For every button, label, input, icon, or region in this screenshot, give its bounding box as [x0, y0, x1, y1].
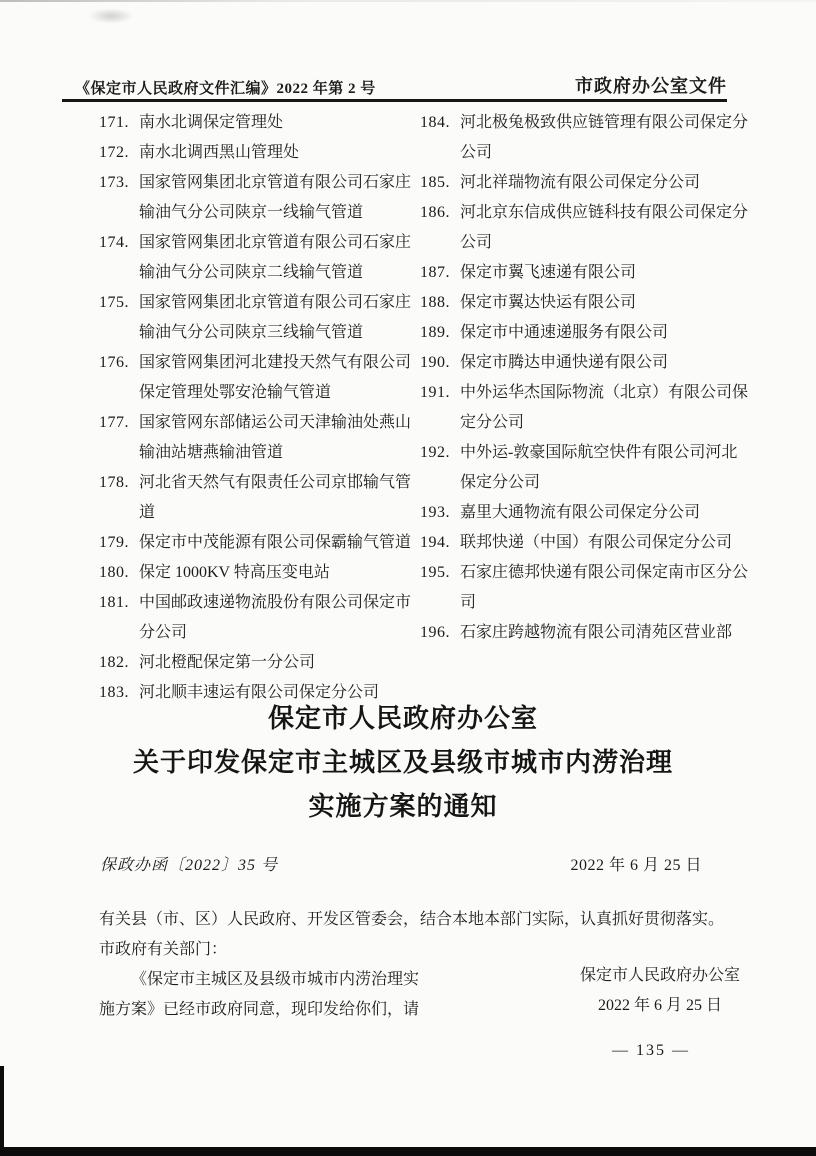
list-item-number: 175.: [99, 294, 129, 311]
list-item-text: 保定市中通速递服务有限公司: [460, 324, 669, 341]
scan-bottom-left-edge: [0, 1066, 4, 1156]
notice-body: [99, 905, 776, 1025]
list-item: [420, 378, 776, 438]
list-item: [99, 588, 420, 648]
list-item-text: 河北祥瑞物流有限公司保定分公司: [460, 174, 701, 191]
scan-top-edge: [0, 0, 816, 2]
header-section-label: 市政府办公室文件: [575, 76, 727, 96]
list-item-number: 176.: [99, 354, 129, 371]
list-item-number: 188.: [420, 294, 450, 311]
list-item: [420, 258, 776, 288]
list-item-number: 179.: [99, 534, 129, 551]
list-item-number: 172.: [99, 144, 129, 161]
list-item-text: 河北极兔极致供应链管理有限公司保定分公司: [460, 114, 749, 161]
list-item: [99, 108, 420, 138]
list-item-number: 193.: [420, 504, 450, 521]
page-number: — 135 —: [612, 1042, 690, 1059]
scan-right-edge: [810, 0, 812, 1156]
list-item-number: 186.: [420, 204, 450, 221]
list-item: [420, 618, 776, 648]
list-item-text: 河北顺丰速运有限公司保定分公司: [139, 684, 380, 701]
notice-title-line: 关于印发保定市主城区及县级市城市内涝治理: [132, 747, 673, 777]
list-item-number: 191.: [420, 384, 450, 401]
body-column-right: [420, 905, 776, 1025]
header-compilation-title: 《保定市人民政府文件汇编》2022 年第 2 号: [75, 81, 376, 97]
notice-title-line: 实施方案的通知: [308, 791, 498, 821]
list-item-text: 国家管网集团北京管道有限公司石家庄输油气分公司陕京三线输气管道: [139, 294, 412, 341]
list-item: [420, 198, 776, 258]
list-item-text: 保定市中茂能源有限公司保霸输气管道: [139, 534, 412, 551]
list-item: [99, 558, 420, 588]
scan-bottom-edge: [0, 1147, 816, 1156]
list-item-number: 173.: [99, 174, 129, 191]
list-item: [420, 288, 776, 318]
list-item-text: 国家管网集团北京管道有限公司石家庄输油气分公司陕京一线输气管道: [139, 174, 412, 221]
list-item-text: 国家管网集团河北建投天然气有限公司保定管理处鄂安沧输气管道: [139, 354, 412, 401]
list-item-text: 保定市腾达申通快递有限公司: [460, 354, 669, 371]
list-item-number: 185.: [420, 174, 450, 191]
list-item-text: 石家庄跨越物流有限公司清苑区营业部: [460, 624, 733, 641]
list-item-number: 171.: [99, 114, 129, 131]
list-item-text: 国家管网集团北京管道有限公司石家庄输油气分公司陕京二线输气管道: [139, 234, 412, 281]
body-left-paragraph: 《保定市主城区及县级市城市内涝治理实施方案》已经市政府同意，现印发给你们，请: [99, 971, 420, 1018]
list-item-number: 196.: [420, 624, 450, 641]
list-item-number: 187.: [420, 264, 450, 281]
list-item-number: 195.: [420, 564, 450, 581]
doc-date: 2022 年 6 月 25 日: [570, 857, 702, 874]
signature-block: [560, 961, 760, 1021]
list-item-number: 190.: [420, 354, 450, 371]
page-header: [75, 72, 727, 98]
list-item: [99, 168, 420, 228]
list-item-text: 中国邮政速递物流股份有限公司保定市分公司: [139, 594, 412, 641]
signature-date: 2022 年 6 月 25 日: [597, 997, 722, 1014]
scan-smudge: [88, 8, 134, 24]
list-item: [420, 108, 776, 168]
list-item-text: 南水北调保定管理处: [139, 114, 284, 131]
list-item: [99, 138, 420, 168]
list-item-number: 177.: [99, 414, 129, 431]
list-item: [420, 438, 776, 498]
list-item-number: 189.: [420, 324, 450, 341]
list-item-text: 南水北调西黑山管理处: [139, 144, 300, 161]
list-item-number: 184.: [420, 114, 450, 131]
list-item: [420, 318, 776, 348]
list-item: [99, 348, 420, 408]
numbered-list: [99, 108, 776, 708]
list-item-text: 保定市翼达快运有限公司: [460, 294, 637, 311]
list-item-number: 192.: [420, 444, 450, 461]
list-item: [99, 288, 420, 348]
signature-org: 保定市人民政府办公室: [579, 967, 740, 984]
body-right-paragraph: 结合本地本部门实际，认真抓好贯彻落实。: [420, 911, 725, 928]
doc-number-row: [100, 852, 740, 875]
list-item: [99, 528, 420, 558]
notice-title-line: 保定市人民政府办公室: [267, 703, 538, 733]
list-item: [420, 528, 776, 558]
list-item-number: 180.: [99, 564, 129, 581]
header-rule: [62, 99, 727, 102]
list-item-text: 中外运华杰国际物流（北京）有限公司保定分公司: [460, 384, 749, 431]
body-column-left: [99, 905, 420, 1025]
list-item-text: 联邦快递（中国）有限公司保定分公司: [460, 534, 733, 551]
list-item-text: 国家管网东部储运公司天津输油处燕山输油站塘燕输油管道: [139, 414, 412, 461]
list-item: [420, 558, 776, 618]
list-item-text: 保定 1000KV 特高压变电站: [139, 564, 330, 581]
list-item: [99, 228, 420, 288]
list-item: [99, 648, 420, 678]
list-item-text: 河北京东信成供应链科技有限公司保定分公司: [460, 204, 749, 251]
notice-title: [0, 696, 806, 828]
list-item-text: 保定市翼飞速递有限公司: [460, 264, 637, 281]
list-column-right: [420, 108, 776, 708]
list-item-text: 嘉里大通物流有限公司保定分公司: [460, 504, 701, 521]
list-item-number: 174.: [99, 234, 129, 251]
list-item-text: 河北橙配保定第一分公司: [139, 654, 316, 671]
list-item: [420, 348, 776, 378]
list-item: [99, 408, 420, 468]
list-item-number: 194.: [420, 534, 450, 551]
body-left-paragraph: 有关县（市、区）人民政府、开发区管委会，市政府有关部门：: [99, 911, 420, 958]
list-item-number: 181.: [99, 594, 129, 611]
list-item-text: 中外运-敦豪国际航空快件有限公司河北保定分公司: [460, 444, 738, 491]
list-column-left: [99, 108, 420, 708]
list-item: [99, 468, 420, 528]
list-item: [420, 498, 776, 528]
list-item: [420, 168, 776, 198]
list-item-number: 178.: [99, 474, 129, 491]
list-item-text: 河北省天然气有限责任公司京邯输气管道: [139, 474, 412, 521]
list-item-number: 182.: [99, 654, 129, 671]
list-item-number: 183.: [99, 684, 129, 701]
list-item-text: 石家庄德邦快递有限公司保定南市区分公司: [460, 564, 749, 611]
doc-number: 保政办函〔2022〕35 号: [100, 857, 279, 874]
